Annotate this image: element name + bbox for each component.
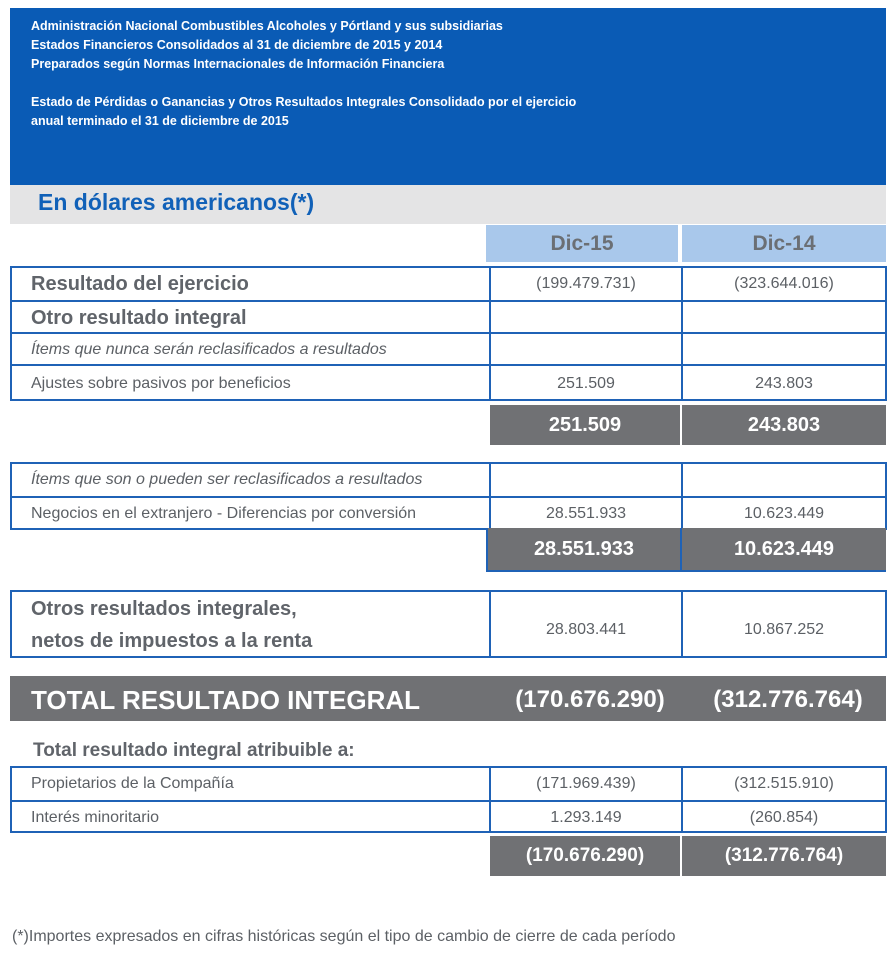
table-row: [12, 332, 885, 366]
value-dic-14: (312.515.910): [734, 775, 834, 792]
footnote: (*)Importes expresados en cifras históricas según el tipo de cambio de cierre de cada período: [12, 928, 676, 945]
row-label: Ajustes sobre pasivos por beneficios: [31, 374, 291, 392]
value-dic-15: 28.803.441: [545, 621, 627, 638]
header-entity: Administración Nacional Combustibles Alcoholes y Pórtland y sus subsidiarias: [31, 19, 503, 33]
row-label: Propietarios de la Compañía: [31, 775, 234, 792]
row-label: Otro resultado integral: [31, 306, 247, 329]
total-label: TOTAL RESULTADO INTEGRAL: [31, 685, 421, 715]
attribution-table: [10, 766, 887, 833]
column-divider: [681, 592, 683, 656]
table-row: [12, 768, 885, 800]
value-dic-14: 10.623.449: [743, 505, 825, 522]
header-statement-title: Estado de Pérdidas o Ganancias y Otros Resultados Integrales Consolidado por el ejercicio: [31, 95, 577, 109]
value-dic-14: 243.803: [755, 374, 813, 392]
row-label: Interés minoritario: [31, 808, 160, 826]
table-row: [12, 300, 885, 334]
value-dic-14: (323.644.016): [734, 275, 834, 292]
reclassifiable-table: [10, 462, 887, 530]
table-row: [12, 464, 885, 496]
subtotal-dic-14: 243.803: [682, 405, 886, 445]
header-period: anual terminado el 31 de diciembre de 2015: [31, 114, 289, 128]
value-dic-14: 10.867.252: [743, 621, 825, 638]
currency-title: En dólares americanos(*): [38, 189, 315, 215]
attribution-title: Total resultado integral atribuible a:: [33, 740, 355, 761]
row-label: Ítems que nunca serán reclasificados a resultados: [31, 341, 387, 358]
total-dic-14: (312.776.764): [713, 686, 863, 713]
value-dic-15: 251.509: [557, 374, 615, 392]
value-dic-15: (171.969.439): [536, 775, 636, 792]
column-header-dic-15: Dic-15: [486, 225, 678, 262]
table-row: [12, 496, 885, 530]
attribution-subtotal-dic-14: (312.776.764): [682, 836, 886, 876]
table-row: [12, 364, 885, 401]
table-row: [12, 800, 885, 833]
column-header-dic-14: Dic-14: [682, 225, 886, 262]
row-label: Negocios en el extranjero - Diferencias por conversión: [31, 505, 417, 522]
row-label: Ítems que son o pueden ser reclasificados a resultados: [31, 471, 423, 488]
subtotal-dic-15: 251.509: [490, 405, 680, 445]
table-row: [12, 268, 885, 300]
row-label: Resultado del ejercicio: [31, 272, 249, 295]
total-dic-15: (170.676.290): [515, 686, 665, 713]
row-label-line2: netos de impuestos a la renta: [31, 630, 313, 652]
value-dic-15: (199.479.731): [536, 275, 636, 292]
value-dic-14: (260.854): [749, 808, 819, 826]
subtotal-dic-14: 10.623.449: [680, 528, 886, 572]
subtotal-dic-15: 28.551.933: [486, 528, 680, 572]
value-dic-15: 1.293.149: [550, 808, 622, 826]
currency-banner: [10, 185, 886, 224]
attribution-subtotal-dic-15: (170.676.290): [490, 836, 680, 876]
row-label-line1: Otros resultados integrales,: [31, 598, 297, 620]
report-header: [10, 8, 886, 185]
other-income-table: [10, 266, 887, 401]
value-dic-15: 28.551.933: [545, 505, 627, 522]
header-standards: Preparados según Normas Internacionales de Información Financiera: [31, 57, 445, 71]
header-statements: Estados Financieros Consolidados al 31 de diciembre de 2015 y 2014: [31, 38, 443, 52]
net-other-income-table: [10, 590, 887, 658]
total-bar: [10, 676, 886, 721]
